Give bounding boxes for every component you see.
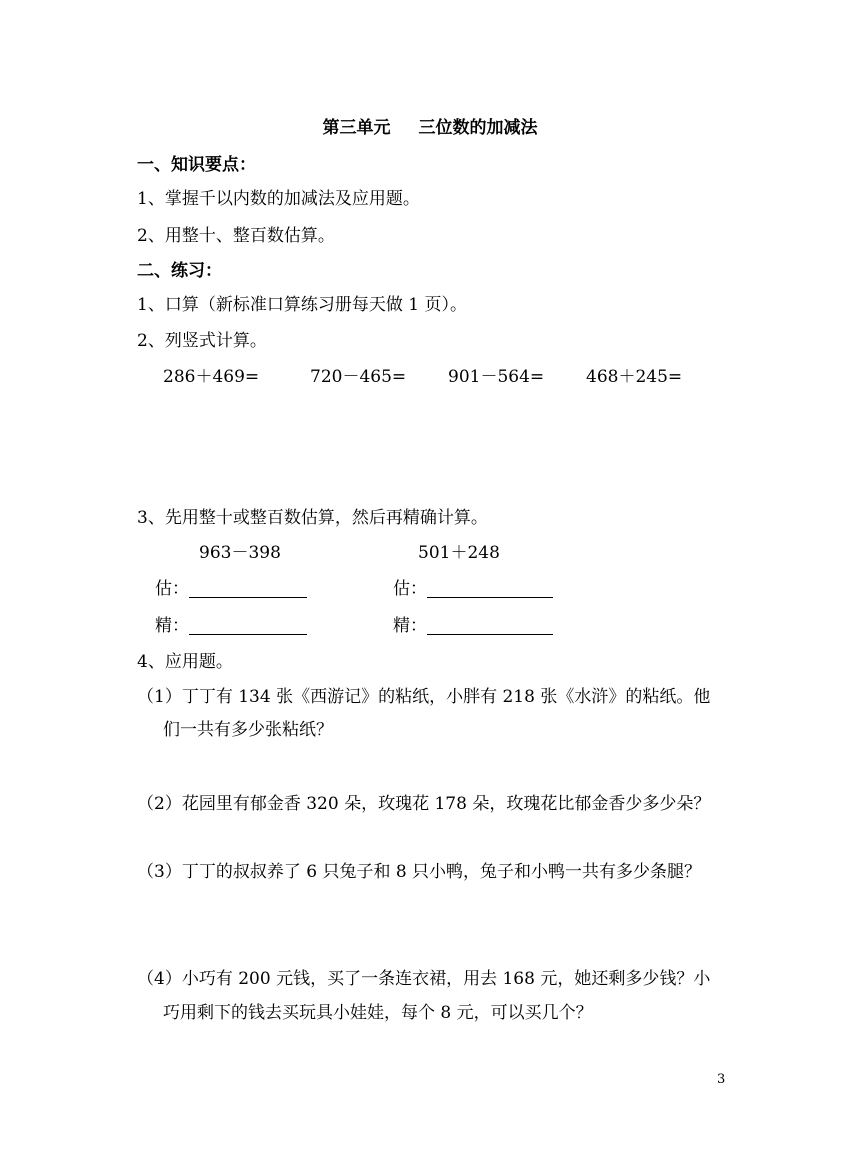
- vertical-calc-2: 720－465=: [310, 367, 407, 387]
- word-problem-2: （2）花园里有郁金香 320 朵，玫瑰花 178 朵，玫瑰花比郁金香少多少朵？: [137, 794, 711, 814]
- vertical-calc-1: 286＋469=: [163, 367, 260, 387]
- knowledge-item-1: 1、掌握千以内数的加减法及应用题。: [137, 189, 420, 209]
- estimate-row-1: [155, 581, 307, 598]
- vertical-calc-3: 901－564=: [448, 367, 545, 387]
- exact-row-1: [155, 618, 307, 635]
- page-title: [0, 120, 860, 137]
- exact-row-2: [393, 618, 553, 635]
- question-2-label: 2、列竖式计算。: [137, 331, 267, 351]
- exact-label: 精：: [155, 616, 189, 636]
- exact-answer-line-1[interactable]: [189, 618, 307, 635]
- word-problem-1-line-1: （1）丁丁有 134 张《西游记》的粘纸，小胖有 218 张《水浒》的粘纸。他: [137, 687, 711, 707]
- estimate-row-2: [393, 581, 553, 598]
- question-3-label: 3、先用整十或整百数估算，然后再精确计算。: [137, 508, 488, 528]
- page-number: 3: [717, 1072, 726, 1087]
- exact-answer-line-2[interactable]: [427, 618, 553, 635]
- word-problem-4-line-1: （4）小巧有 200 元钱，买了一条连衣裙，用去 168 元，她还剩多少钱？小: [137, 969, 711, 989]
- estimate-label: 估：: [155, 579, 189, 599]
- estimate-expr-1: 963－398: [199, 543, 281, 563]
- title-unit: 第三单元: [322, 118, 391, 138]
- estimate-answer-line-2[interactable]: [427, 581, 553, 598]
- estimate-expr-2: 501＋248: [418, 543, 500, 563]
- question-1: 1、口算（新标准口算练习册每天做 1 页）。: [137, 295, 467, 315]
- title-topic: 三位数的加减法: [418, 118, 538, 138]
- vertical-calc-4: 468＋245=: [586, 367, 683, 387]
- section2-heading: 二、练习：: [137, 261, 222, 281]
- word-problem-3: （3）丁丁的叔叔养了 6 只兔子和 8 只小鸭，兔子和小鸭一共有多少条腿？: [137, 862, 702, 882]
- estimate-answer-line-1[interactable]: [189, 581, 307, 598]
- estimate-label: 估：: [393, 579, 427, 599]
- question-4-label: 4、应用题。: [137, 652, 233, 672]
- word-problem-1-line-2: 们一共有多少张粘纸？: [163, 720, 333, 740]
- knowledge-item-2: 2、用整十、整百数估算。: [137, 226, 335, 246]
- section1-heading: 一、知识要点：: [137, 155, 256, 175]
- word-problem-4-line-2: 巧用剩下的钱去买玩具小娃娃，每个 8 元，可以买几个？: [163, 1003, 593, 1023]
- exact-label: 精：: [393, 616, 427, 636]
